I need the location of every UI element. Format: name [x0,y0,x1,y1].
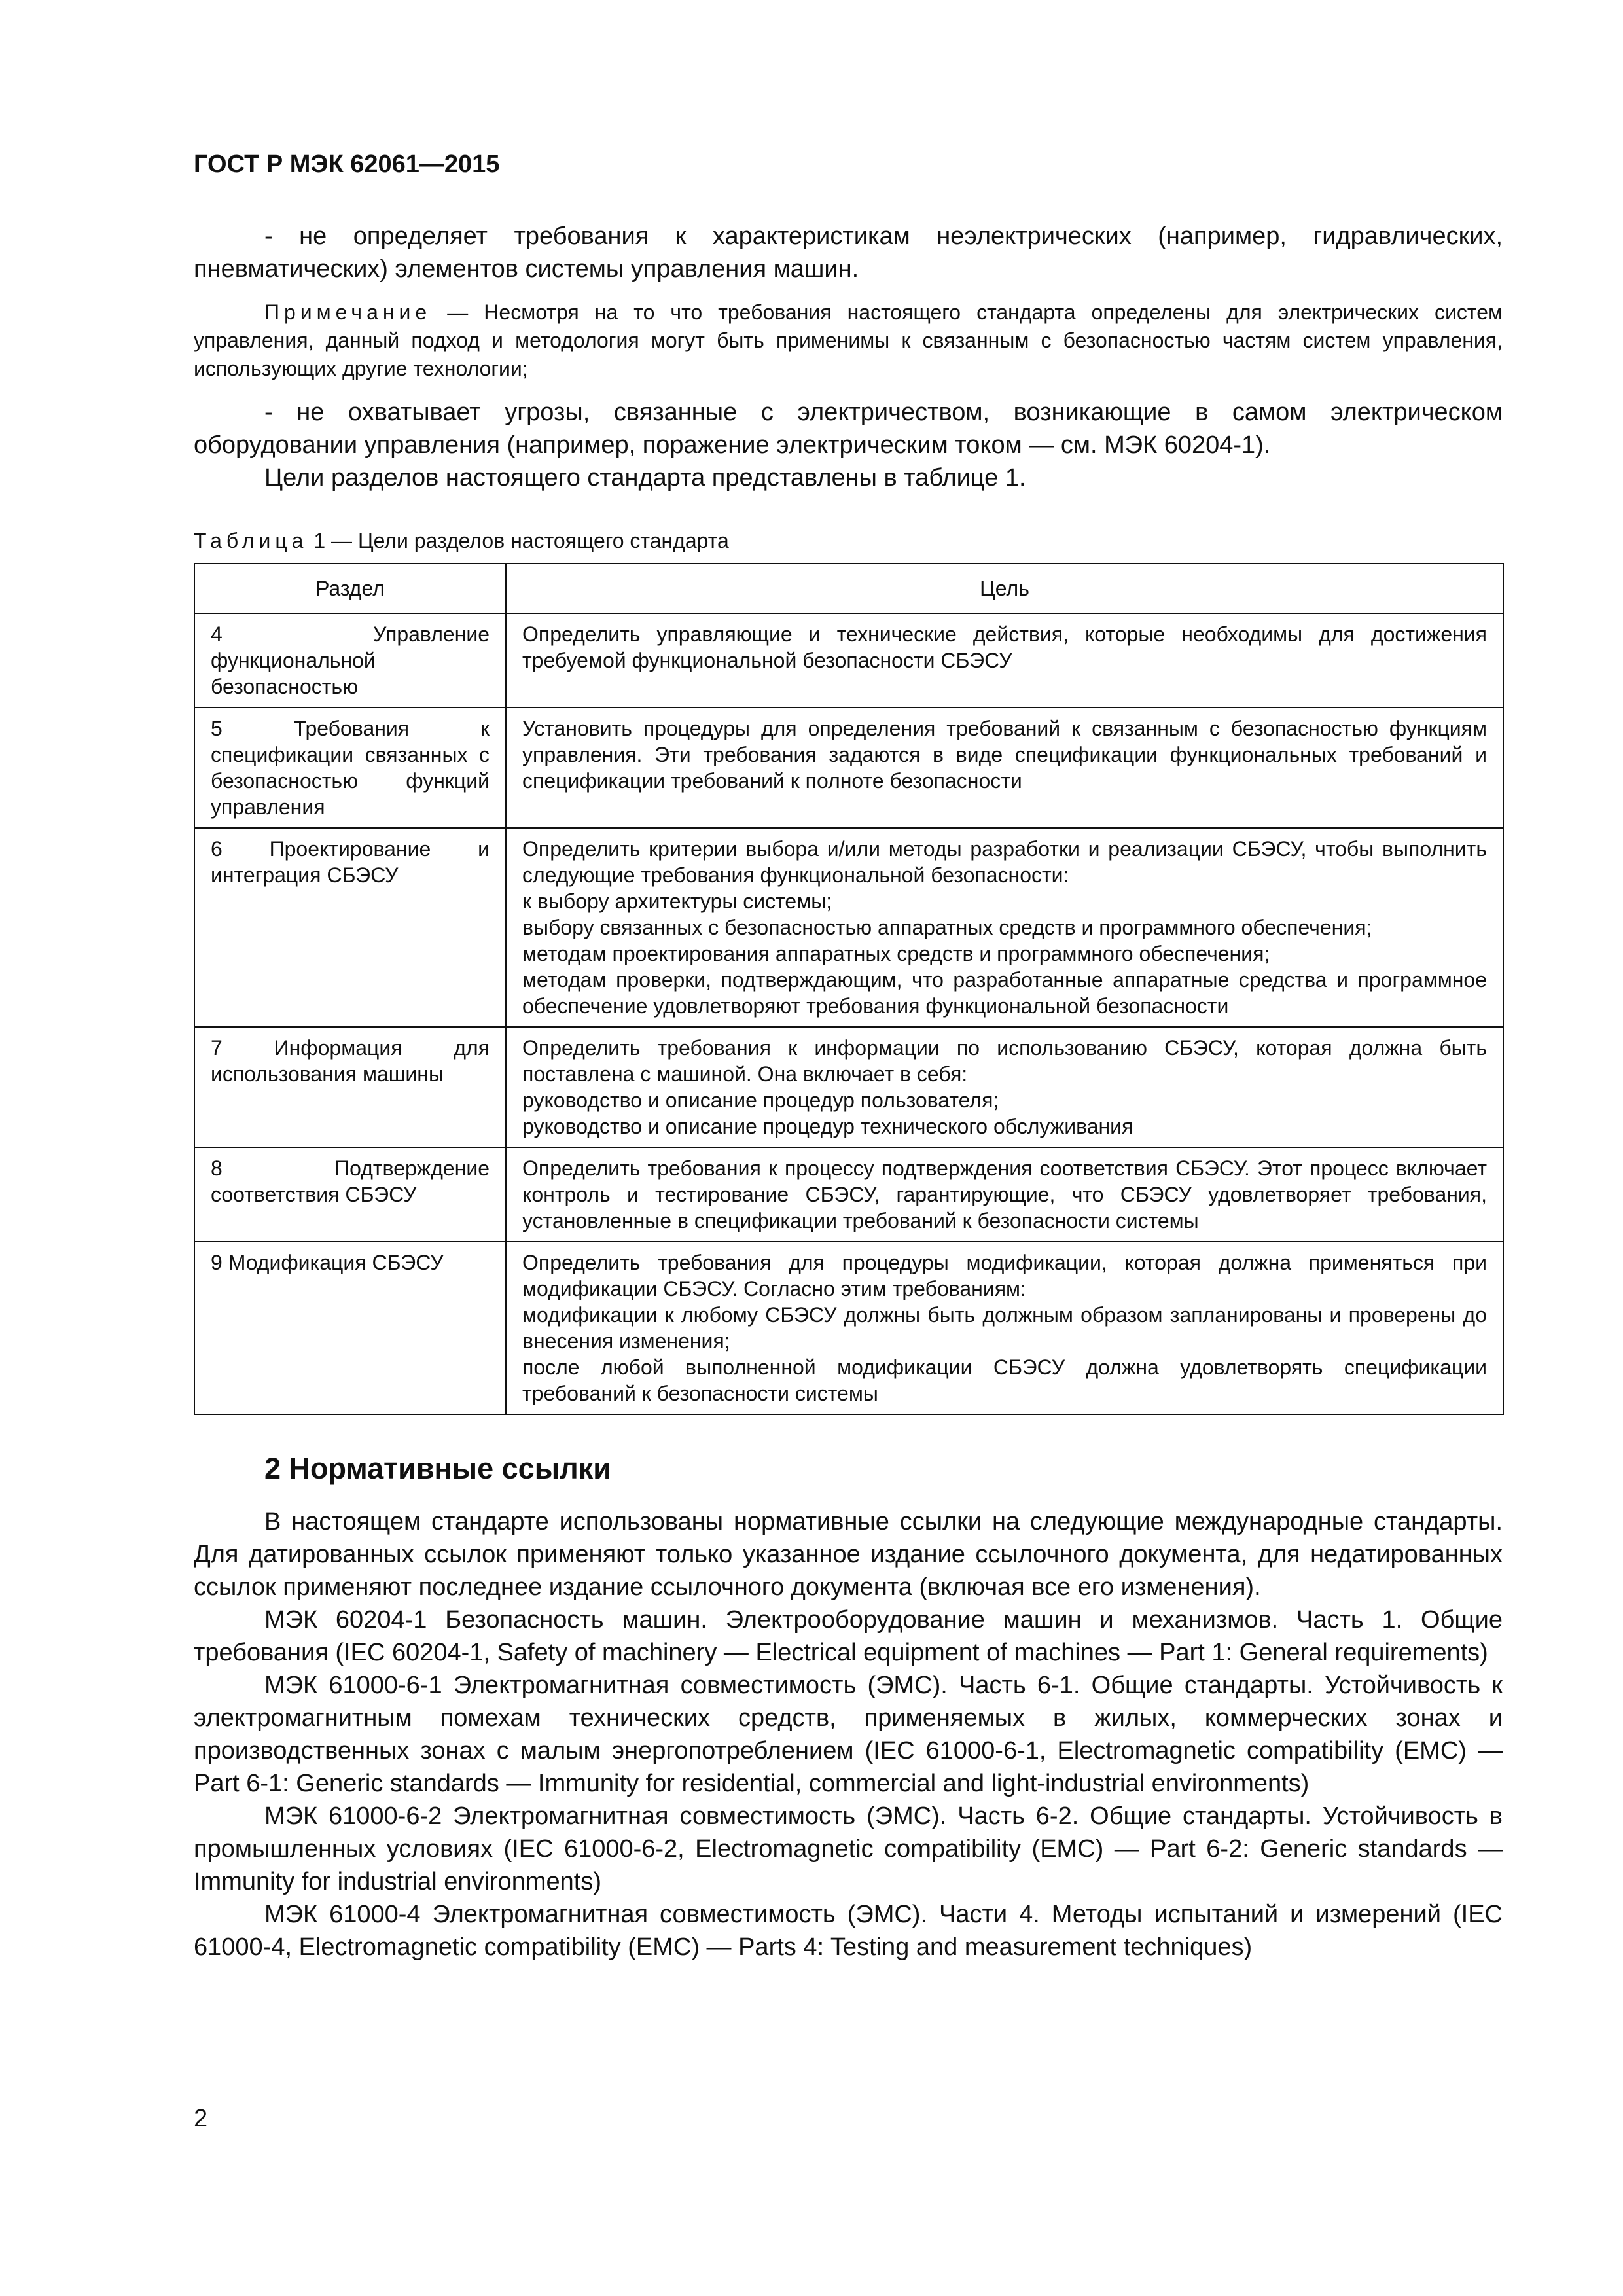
goal-line: Определить управляющие и технические действия, которые необходимы для достижения требуемой функциональной безопасности СБЭСУ [522,622,1487,672]
goal-line: модификации к любому СБЭСУ должны быть должным образом запланированы и проверены до внесения изменения; [522,1303,1487,1353]
goal-line: методам проверки, подтверждающим, что разработанные аппаратные средства и программное обеспечение удовлетворяют требования функциональной безопасности [522,968,1487,1018]
table-cell-goal [506,1242,1503,1414]
goal-line: Установить процедуры для определения требований к связанным с безопасностью функциям управления. Эти требования задаются в виде спецификации функциональных требований и спецификации требований к полноте безопасности [522,717,1487,793]
table-row [194,828,1503,1027]
table-cell-section: 9 Модификация СБЭСУ [194,1242,506,1414]
table-caption-label: Таблица [194,529,308,552]
page-number: 2 [194,2105,208,2132]
goal-line: руководство и описание процедур пользователя; [522,1088,999,1112]
goal-line: методам проектирования аппаратных средств и программного обеспечения; [522,942,1270,965]
intro-paragraph: - не определяет требования к характеристикам неэлектрических (например, гидравлических, пневматических) элементов системы управления машин. [194,223,1503,283]
table-cell-goal [506,1147,1503,1242]
table-cell-goal [506,1027,1503,1147]
reference-item: МЭК 60204-1 Безопасность машин. Электрооборудование машин и механизмов. Часть 1. Общие требования (IEC 60204-1, Safety of machinery — Electrical equipment of machines — Part 1: General requirements) [194,1606,1503,1666]
table-header-section: Раздел [194,564,506,613]
table-row [194,708,1503,828]
table-header-row [194,564,1503,613]
goal-line: Определить требования для процедуры модификации, которая должна применяться при модификации СБЭСУ. Согласно этим требованиям: [522,1251,1487,1300]
table-cell-goal [506,828,1503,1027]
section-goals-table [194,563,1504,1415]
references-intro-paragraph: В настоящем стандарте использованы нормативные ссылки на следующие международные стандарты. Для датированных ссылок применяют только указанное издание ссылочного документа, для недатированных ссылок применяют последнее издание ссылочного документа (включая все его изменения). [194,1508,1503,1601]
note-label: Примечание [264,300,432,324]
goal-line: Определить требования к процессу подтверждения соответствия СБЭСУ. Этот процесс включает контроль и тестирование СБЭСУ, гарантирующие, что СБЭСУ удовлетворяет требования, установленные в спецификации требований к безопасности системы [522,1157,1487,1232]
table-reference-paragraph: Цели разделов настоящего стандарта представлены в таблице 1. [264,464,1026,492]
note-paragraph [194,298,1503,383]
table-cell-section: 8 Подтверждение соответствия СБЭСУ [194,1147,506,1242]
scope-exclusion-paragraph: - не охватывает угрозы, связанные с электричеством, возникающие в самом электрическом оборудовании управления (например, поражение электрическим током — см. МЭК 60204-1). [194,399,1503,459]
table-header-goal: Цель [506,564,1503,613]
table-cell-goal [506,708,1503,828]
table-row [194,1242,1503,1414]
table-cell-section: 7 Информация для использования машины [194,1027,506,1147]
document-header: ГОСТ Р МЭК 62061—2015 [194,151,500,178]
section-heading: 2 Нормативные ссылки [264,1452,611,1485]
table-caption [194,527,1503,555]
table-caption-text: 1 — Цели разделов настоящего стандарта [308,529,729,552]
table-row [194,1147,1503,1242]
reference-item: МЭК 61000-6-1 Электромагнитная совместимость (ЭМС). Часть 6-1. Общие стандарты. Устойчивость к электромагнитным помехам технических средств, применяемых в жилых, коммерческих зонах и производственных зонах с малым энергопотреблением (IEC 61000-6-1, Electromagnetic compatibility (EMC) — Part 6-1: Generic standards — Immunity for residential, commercial and light-industrial environments) [194,1672,1503,1797]
table-row [194,1027,1503,1147]
goal-line: руководство и описание процедур технического обслуживания [522,1115,1133,1138]
table-cell-section: 5 Требования к спецификации связанных с безопасностью функций управления [194,708,506,828]
goal-line: к выбору архитектуры системы; [522,889,832,913]
goal-line: Определить требования к информации по использованию СБЭСУ, которая должна быть поставлена с машиной. Она включает в себя: [522,1036,1487,1086]
goal-line: Определить критерии выбора и/или методы разработки и реализации СБЭСУ, чтобы выполнить следующие требования функциональной безопасности: [522,837,1487,887]
goal-line: выбору связанных с безопасностью аппаратных средств и программного обеспечения; [522,916,1372,939]
table-row [194,613,1503,708]
goal-line: после любой выполненной модификации СБЭСУ должна удовлетворять спецификации требований к безопасности системы [522,1355,1487,1405]
reference-item: МЭК 61000-6-2 Электромагнитная совместимость (ЭМС). Часть 6-2. Общие стандарты. Устойчивость в промышленных условиях (IEC 61000-6-2, Electromagnetic compatibility (EMC) — Part 6-2: Generic standards — Immunity for industrial environments) [194,1803,1503,1895]
table-cell-section: 4 Управление функциональной безопасностью [194,613,506,708]
table-cell-goal [506,613,1503,708]
reference-item: МЭК 61000-4 Электромагнитная совместимость (ЭМС). Части 4. Методы испытаний и измерений (IEC 61000-4, Electromagnetic compatibility (EMC) — Parts 4: Testing and measurement techniques) [194,1901,1503,1961]
note-text: — Несмотря на то что требования настоящего стандарта определены для электрических систем управления, данный подход и методология могут быть применимы к связанным с безопасностью частям систем управления, использующих другие технологии; [194,300,1503,380]
table-cell-section: 6 Проектирование и интеграция СБЭСУ [194,828,506,1027]
page-body [194,220,1503,1964]
